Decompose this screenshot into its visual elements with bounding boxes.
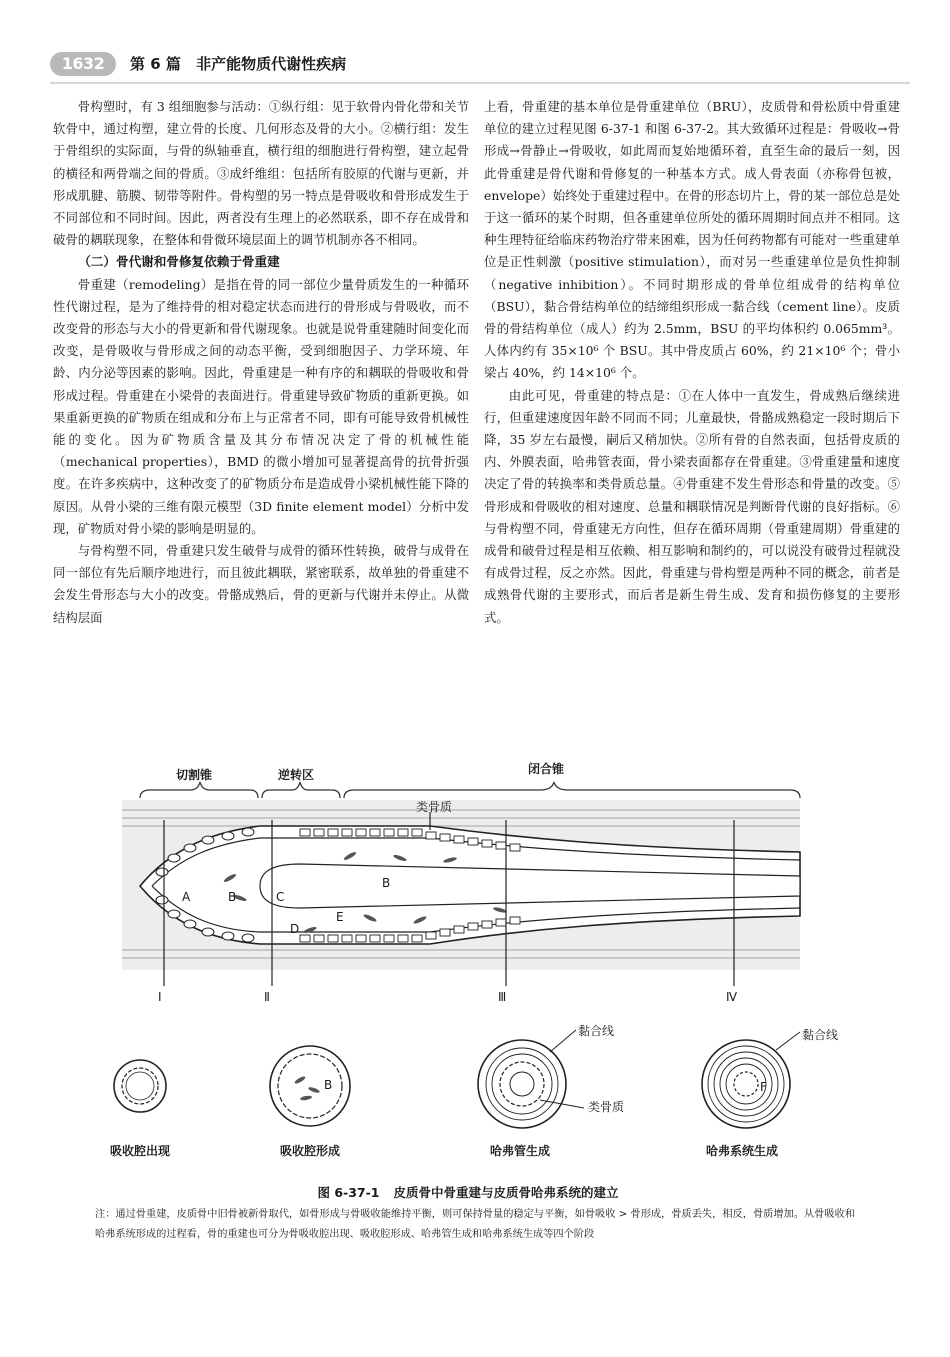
figure-6-37-1 [100, 760, 840, 1180]
stage-numeral-4: Ⅳ [726, 990, 738, 1004]
right-column [484, 96, 900, 629]
cement-line-label-2: 黏合线 [802, 1028, 839, 1042]
cement-line-label-1: 黏合线 [578, 1024, 615, 1038]
paragraph: 骨构塑时，有 3 组细胞参与活动：①纵行组：见于软骨内骨化带和关节软骨中，通过构塑，建立骨的长度、几何形态及骨的大小。②横行组：发生于骨组织的实际面，与骨的纵轴垂直，横行组的细胞进行骨构塑，建立起骨的横径和两骨端之间的骨质。③成纤维组：包括所有胶原的代谢与更新，并形成肌腱、筋膜、韧带等附件。骨构塑的另一特点是骨吸收和骨形成发生于不同部位和不同时间。因此，两者没有生理上的必然联系，即不存在成骨和破骨的耦联现象，在整体和骨微环境层面上的调节机制亦各不相同。 [53, 99, 469, 248]
cross-section-3 [478, 1030, 584, 1128]
region-letter-d: D [290, 922, 300, 936]
stage-name-4: 哈弗系统生成 [706, 1144, 779, 1158]
running-title [130, 53, 356, 74]
brace-cutting-cone [140, 782, 258, 798]
paragraph: 骨重建（remodeling）是指在骨的同一部位少量骨质发生的一种循环性代谢过程，是为了维持骨的相对稳定状态而进行的骨形成与骨吸收，而不改变骨的形态与大小的骨更新和骨代谢现象。也就是说骨重建随时间变化而改变，是骨吸收与骨形成之间的动态平衡，受到细胞因子、力学环境、年龄、内分泌等因素的影响。因此，骨重建是一种有序的和耦联的骨吸收和骨形成过程。骨重建在小梁骨的表面进行。骨重建导致矿物质的重新更换。如果重新更换的矿物质在组成和分布上与正常者不同，即有可能导致骨机械性能的变化。因为矿物质含量及其分布情况决定了骨的机械性能（mechanical properties），BMD 的微小增加可显著提高骨的抗骨折强度。在许多疾病中，这种改变了的矿物质分布是造成骨小梁机械性能下降的原因。从骨小梁的三维有限元模型（3D finite element model）分析中发现，矿物质对骨小梁的影响是明显的。 [53, 276, 469, 536]
zone-label-closing-cone: 闭合锥 [528, 762, 565, 776]
stage-numeral-3: Ⅲ [498, 990, 507, 1004]
cross-section-1 [114, 1060, 166, 1112]
page-header [50, 50, 910, 80]
stage-numeral-1: Ⅰ [158, 990, 162, 1004]
header-rule [50, 82, 910, 84]
osteoid-label: 类骨质 [416, 800, 453, 814]
figure-note: 注：通过骨重建，皮质骨中旧骨被新骨取代，如骨形成与骨吸收能维持平衡，则可保持骨量的稳定与平衡，如骨吸收 > 骨形成，骨质丢失，相反，骨质增加。从骨吸收和哈弗系统形成的过程看，骨的重建也可分为骨吸收腔出现、吸收腔形成、哈弗管生成和哈弗系统生成等四个阶段 [95, 1209, 855, 1240]
osteoid-label-2: 类骨质 [588, 1100, 625, 1114]
zone-label-cutting-cone: 切割锥 [176, 768, 213, 782]
stage-name-1: 吸收腔出现 [110, 1144, 171, 1158]
left-column [53, 96, 469, 629]
figure-number: 图 6-37-1 [317, 1185, 380, 1200]
part-number: 第 6 篇 [130, 55, 181, 73]
region-letter-e: E [336, 910, 344, 924]
stage-name-2: 吸收腔形成 [280, 1144, 341, 1158]
region-letter-c: C [276, 890, 285, 904]
zone-label-reversal-zone: 逆转区 [278, 768, 315, 782]
cross-section-4 [702, 1032, 800, 1128]
brace-reversal-zone [262, 782, 340, 798]
stage-name-3: 哈弗管生成 [490, 1144, 551, 1158]
paragraph: 上看，骨重建的基本单位是骨重建单位（BRU），皮质骨和骨松质中骨重建单位的建立过程见图 6-37-1 和图 6-37-2。其大致循环过程是：骨吸收→骨形成→骨静止→骨吸收，如此周而复始地循环着，直至生命的最后一刻，因此骨重建是骨代谢和骨修复的一种基本方式。成人骨表面（亦称骨包被，envelope）始终处于重建过程中。在骨的形态切片上，骨的某一部位总是处于这一循环的某个时期，但各重建单位所处的循环周期时间点并不相同。这种生理特征给临床药物治疗带来困难，因为任何药物都有可能对一些重建单位是正性刺激（positive stimulation），而对另一些重建单位是负性抑制（negative inhibition）。不同时期形成的骨单位组成骨的结构单位（BSU），黏合骨结构单位的结缔组织形成一黏合线（cement line）。皮质骨的骨结构单位（成人）约为 2.5mm，BSU 的平均体积约 0.065mm³。人体内约有 35×10⁶ 个 BSU。其中骨皮质占 60%，约 21×10⁶ 个；骨小梁占 40%，约 14×10⁶ 个。 [484, 99, 900, 381]
paragraph: 由此可见，骨重建的特点是：①在人体中一直发生，骨成熟后继续进行，但重建速度因年龄不同而不同；儿童最快，骨骼成熟稳定一段时期后下降，35 岁左右最慢，嗣后又稍加快。②所有骨的自然表面，包括骨皮质的内、外膜表面，哈弗管表面，骨小梁表面都存在骨重建。③骨重建量和速度决定了骨的转换率和类骨质总量。④骨重建不发生骨形态和骨量的改变。⑤骨形成和骨吸收的相对速度、总量和耦联情况是判断骨代谢的良好指标。⑥与骨构塑不同，骨重建无方向性，但存在循环周期（骨重建周期）骨重建的成骨和破骨过程是相互依赖、相互影响和制约的，可以说没有破骨过程就没有成骨过程，反之亦然。因此，骨重建与骨构塑是两种不同的概念，前者是成熟骨代谢的主要形式，而后者是新生骨生成、发育和损伤修复的主要形式。 [484, 387, 900, 625]
stage-numeral-2: Ⅱ [264, 990, 270, 1004]
cross-section-letter-b: B [324, 1078, 333, 1092]
section-heading: （二）骨代谢和骨修复依赖于骨重建 [78, 254, 280, 270]
cross-section-letter-f: F [760, 1080, 767, 1094]
figure-title: 皮质骨中骨重建与皮质骨哈弗系统的建立 [393, 1185, 619, 1200]
region-letter-b2: B [382, 876, 391, 890]
page-number: 1632 [50, 52, 116, 76]
region-letter-a: A [182, 890, 191, 904]
part-title: 非产能物质代谢性疾病 [196, 55, 347, 73]
paragraph: 与骨构塑不同，骨重建只发生破骨与成骨的循环性转换，破骨与成骨在同一部位有先后顺序地进行，而且彼此耦联，紧密联系，故单独的骨重建不会发生骨形态与大小的改变。骨骼成熟后，骨的更新与代谢并未停止。从微结构层面 [53, 543, 469, 625]
figure-caption [0, 1183, 950, 1201]
brace-closing-cone [344, 782, 800, 798]
cross-section-2 [270, 1046, 350, 1126]
region-letter-b: B [228, 890, 237, 904]
remodeling-diagram [100, 760, 840, 1180]
zone-braces [140, 782, 800, 798]
